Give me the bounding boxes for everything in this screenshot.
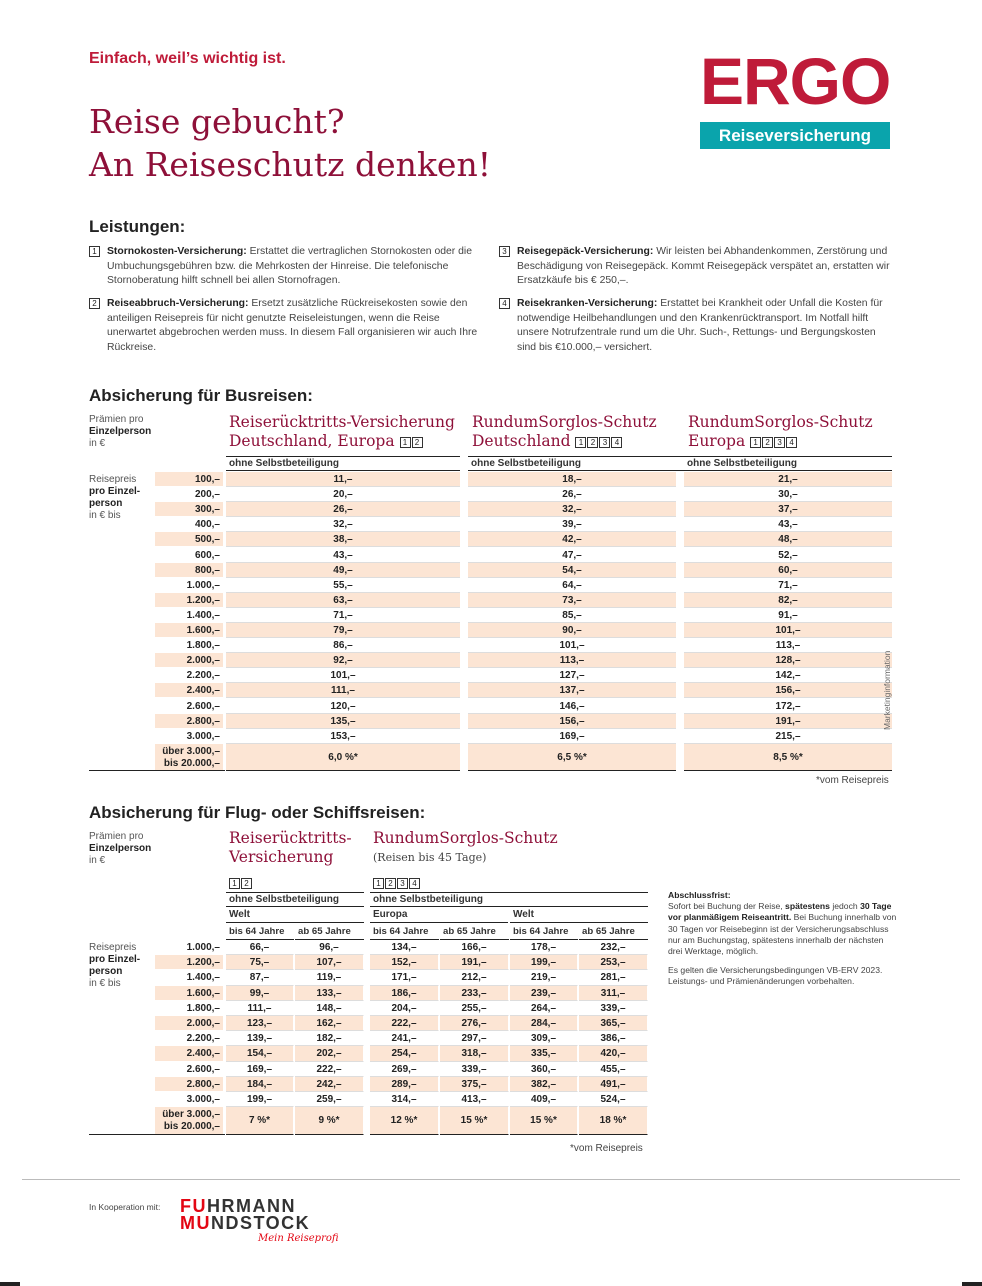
premium-cell: 39,– [468,517,676,532]
premium-cell: 71,– [684,578,892,593]
flug-section-title: Absicherung für Flug- oder Schiffsreisen: [89,803,426,822]
reisepreis-post: in € bis [89,510,121,521]
price-cell: 2.000,– [155,1016,223,1031]
premium-cell: 101,– [468,638,676,653]
premium-cell: 30,– [684,487,892,502]
premium-cell: 87,– [226,970,294,985]
service-title: Reisegepäck-Versicherung: [517,246,654,257]
premium-cell: 212,– [440,970,509,985]
logo-part: HRMANN [207,1196,296,1216]
service-text: Erstattet bei Krankheit oder Unfall die Kosten für notwendige Heilbehandlungen und den Krankenrücktransport. Im Notfall hilft unsere Notrufzentrale rund um die Uhr. Such-, Rettungs- und Bergungskosten sind bis €10.000,– versichert. [517,298,883,354]
premium-cell: 382,– [510,1077,578,1092]
premium-cell: 85,– [468,608,676,623]
premium-cell: 259,– [295,1092,364,1107]
premium-cell: 111,– [226,683,460,698]
premium-cell: 111,– [226,1001,294,1016]
age-label: ab 65 Jahre [295,924,364,940]
premium-cell: 420,– [579,1046,648,1061]
price-cell: 1.600,– [155,623,223,638]
premium-cell: 169,– [226,1062,294,1077]
premium-cell: 90,– [468,623,676,638]
page-title [89,100,491,186]
marketing-label: Marketinginformation [882,650,892,730]
closing-title: Abschlussfrist: [668,890,731,900]
premium-cell: 71,– [226,608,460,623]
price-cell: 100,– [155,472,223,487]
service-number: 1 [89,246,100,257]
praemien-post: in € [89,855,106,866]
service-tag: 2 [412,437,423,448]
age-label: bis 64 Jahre [370,924,439,940]
service-number: 4 [499,298,510,309]
flug-col2-tags [373,873,421,891]
premium-cell: 43,– [226,548,460,563]
fuhrmann-mundstock-logo [180,1198,339,1244]
premium-cell: 135,– [226,714,460,729]
premium-cell: 178,– [510,940,578,955]
premium-cell: 202,– [295,1046,364,1061]
premium-cell: 219,– [510,970,578,985]
bus-col-header-2 [472,413,657,451]
bus-footnote: *vom Reisepreis [816,775,889,786]
col-header-line2: Versicherung [229,848,334,866]
reisepreis-bold2: person [89,498,123,509]
price-cell: 2.400,– [155,1046,223,1061]
premium-cell: 156,– [468,714,676,729]
flug-footnote: *vom Reisepreis [570,1143,643,1154]
table-bottom-rule [89,1134,225,1135]
premium-cell: 172,– [684,699,892,714]
premium-cell: 139,– [226,1031,294,1046]
service-tag: 2 [241,878,252,889]
price-cell: 300,– [155,502,223,517]
age-label: bis 64 Jahre [226,924,294,940]
premium-cell: 255,– [440,1001,509,1016]
premium-cell: 253,– [579,955,648,970]
service-text: Wir leisten bei Abhandenkommen, Zerstörung und Beschädigung von Reisegepäck. Kommt Reisegepäck verspätet an, erstatten wir Ersatzkäufe bis € 250,–. [517,246,890,287]
premium-cell: 32,– [468,502,676,517]
premium-cell: 284,– [510,1016,578,1031]
service-tag: 1 [400,437,411,448]
service-title: Reisekranken-Versicherung: [517,298,658,309]
premium-cell: 20,– [226,487,460,502]
premium-cell-last: 6,5 %* [468,744,676,771]
service-text: Erstattet die vertraglichen Stornokosten oder die Umbuchungsgebühren bzw. die Mehrkosten der Hinreise. Die telefonische Stornoberatung hilft schnell bei allen Stornofragen. [107,246,472,287]
flug-col-header-1 [229,829,352,867]
age-label: bis 64 Jahre [510,924,578,940]
price-cell: 1.600,– [155,986,223,1001]
price-cell: 2.200,– [155,668,223,683]
flug-region-welt-2: Welt [510,907,648,923]
headline-line-1: Reise gebucht? [89,102,345,141]
price-cell: 2.200,– [155,1031,223,1046]
premium-cell: 339,– [579,1001,648,1016]
service-tag: 3 [397,878,408,889]
premium-cell: 43,– [684,517,892,532]
service-tag: 4 [786,437,797,448]
ergo-logo [700,46,890,149]
premium-cell: 96,– [295,940,364,955]
premium-cell-last: 18 %* [579,1107,648,1135]
premium-cell: 491,– [579,1077,648,1092]
service-tag: 3 [774,437,785,448]
price-cell-last [155,744,223,771]
premium-cell: 409,– [510,1092,578,1107]
service-number: 3 [499,246,510,257]
premium-cell: 360,– [510,1062,578,1077]
premium-cell: 171,– [370,970,439,985]
premium-cell: 215,– [684,729,892,744]
service-tag: 1 [229,878,240,889]
premium-cell: 38,– [226,532,460,547]
praemien-post: in € [89,438,106,449]
premium-cell: 66,– [226,940,294,955]
reisepreis-pre: Reisepreis [89,942,137,953]
service-tag: 3 [599,437,610,448]
service-tag: 2 [762,437,773,448]
premium-cell: 233,– [440,986,509,1001]
service-item [89,297,484,356]
premium-cell: 254,– [370,1046,439,1061]
premium-cell: 113,– [468,653,676,668]
premium-cell: 60,– [684,563,892,578]
premium-cell-last: 7 %* [226,1107,294,1135]
praemien-pre: Prämien pro [89,414,144,425]
col-header-line1: Reiserücktritts- [229,829,352,847]
premium-cell-last: 15 %* [510,1107,578,1135]
last-price-line2: bis 20.000,– [163,757,220,769]
premium-cell-last: 9 %* [295,1107,364,1135]
premium-cell: 73,– [468,593,676,608]
price-cell-last [155,1107,223,1135]
premium-cell: 166,– [440,940,509,955]
price-cell: 600,– [155,548,223,563]
bus-section-title: Absicherung für Busreisen: [89,386,313,405]
logo-part: MU [180,1213,211,1233]
premium-cell: 148,– [295,1001,364,1016]
bus-praemien-label [89,414,151,450]
premium-cell: 32,– [226,517,460,532]
premium-cell: 21,– [684,472,892,487]
premium-cell: 128,– [684,653,892,668]
premium-cell: 86,– [226,638,460,653]
premium-cell: 289,– [370,1077,439,1092]
price-cell: 1.000,– [155,940,223,955]
footer-divider [22,1179,960,1180]
service-item [89,245,484,289]
service-tag: 4 [409,878,420,889]
closing-text: Bei Buchung innerhalb von 30 Tagen vor Reisebeginn ist der Versicherungsabschluss nur am Buchungstag, spätestens innerhalb der nächsten drei Werktage, möglich. [668,912,897,957]
logo-word: ERGO [700,44,891,118]
kooperation-label: In Kooperation mit: [89,1202,161,1212]
table-bottom-rule [89,770,225,771]
service-item [499,245,891,289]
tagline: Einfach, weil’s wichtig ist. [89,50,286,67]
col-header-line1: RundumSorglos-Schutz [373,829,558,847]
service-text: Ersetzt zusätzliche Rückreisekosten sowie den anteiligen Reisepreis für nicht genutzte Reiseleistungen, wenn die Reise unerwartet abgebrochen werden muss. In diesem Fall organisieren wir auch Ihre Rückreise. [107,298,478,354]
last-price-line1: über 3.000,– [162,745,220,757]
price-cell: 1.400,– [155,970,223,985]
price-cell: 2.800,– [155,1077,223,1092]
premium-cell: 232,– [579,940,648,955]
premium-cell: 107,– [295,955,364,970]
premium-cell: 101,– [226,668,460,683]
praemien-bold: Einzelperson [89,426,152,437]
premium-cell: 55,– [226,578,460,593]
premium-cell: 281,– [579,970,648,985]
closing-text: jedoch [829,901,861,912]
premium-cell: 42,– [468,532,676,547]
age-label: ab 65 Jahre [579,924,648,940]
premium-cell: 120,– [226,699,460,714]
premium-cell-last: 8,5 %* [684,744,892,771]
premium-cell: 152,– [370,955,439,970]
age-label: ab 65 Jahre [440,924,509,940]
premium-cell: 154,– [226,1046,294,1061]
premium-cell: 269,– [370,1062,439,1077]
last-price-line2: bis 20.000,– [163,1121,220,1133]
price-cell: 3.000,– [155,729,223,744]
service-tag: 4 [611,437,622,448]
abschlussfrist-note [668,890,898,988]
praemien-bold: Einzelperson [89,843,152,854]
logo-part: FU [180,1196,207,1216]
praemien-pre: Prämien pro [89,831,144,842]
flug-sub-label-1: ohne Selbstbeteiligung [226,892,364,907]
crop-mark [962,1282,982,1286]
premium-cell: 264,– [510,1001,578,1016]
premium-cell: 222,– [295,1062,364,1077]
premium-cell: 82,– [684,593,892,608]
premium-cell: 455,– [579,1062,648,1077]
price-cell: 1.000,– [155,578,223,593]
premium-cell: 413,– [440,1092,509,1107]
premium-cell: 386,– [579,1031,648,1046]
service-item [499,297,891,356]
premium-cell: 54,– [468,563,676,578]
premium-cell: 169,– [468,729,676,744]
col-header-line1: Reiserücktritts-Versicherung [229,413,455,431]
premium-cell: 199,– [226,1092,294,1107]
premium-cell: 48,– [684,532,892,547]
col-header-line1: RundumSorglos-Schutz [472,413,657,431]
premium-cell: 375,– [440,1077,509,1092]
closing-text-2: Es gelten die Versicherungsbedingungen VB-ERV 2023. Leistungs- und Prämienänderungen vorbehalten. [668,965,883,987]
price-cell: 500,– [155,532,223,547]
service-tag: 2 [587,437,598,448]
premium-cell: 37,– [684,502,892,517]
premium-cell: 92,– [226,653,460,668]
price-cell: 200,– [155,487,223,502]
premium-cell: 134,– [370,940,439,955]
closing-text: Sofort bei Buchung der Reise, [668,901,786,912]
bus-reisepreis-label [89,474,140,522]
flug-col1-tags [229,873,253,891]
premium-cell: 63,– [226,593,460,608]
bus-sub-label-1: ohne Selbstbeteiligung [226,456,460,471]
bus-sub-label-3: ohne Selbstbeteiligung [684,456,892,471]
price-cell: 1.200,– [155,955,223,970]
premium-cell: 156,– [684,683,892,698]
premium-cell: 335,– [510,1046,578,1061]
premium-cell-last: 12 %* [370,1107,439,1135]
last-price-line1: über 3.000,– [162,1109,220,1121]
premium-cell: 242,– [295,1077,364,1092]
premium-cell: 137,– [468,683,676,698]
premium-cell: 52,– [684,548,892,563]
premium-cell: 99,– [226,986,294,1001]
reisepreis-post: in € bis [89,978,121,989]
premium-cell: 47,– [468,548,676,563]
price-cell: 1.800,– [155,1001,223,1016]
closing-bold: spätestens [785,901,830,912]
premium-cell: 182,– [295,1031,364,1046]
premium-cell: 142,– [684,668,892,683]
premium-cell: 339,– [440,1062,509,1077]
premium-cell: 191,– [440,955,509,970]
flug-sub-label-2: ohne Selbstbeteiligung [370,892,648,907]
price-cell: 2.600,– [155,1062,223,1077]
col-header-line2: Europa [688,432,746,450]
premium-cell: 297,– [440,1031,509,1046]
premium-cell: 26,– [468,487,676,502]
reisepreis-bold2: person [89,966,123,977]
flug-praemien-label [89,831,151,867]
premium-cell-last: 15 %* [440,1107,509,1135]
premium-cell: 309,– [510,1031,578,1046]
sub-label-text: ohne Selbstbeteiligung [471,458,582,469]
premium-cell: 91,– [684,608,892,623]
reisepreis-bold1: pro Einzel- [89,954,141,965]
closing-bold: 30 Tage vor planmäßigem Reiseantritt. [668,901,892,923]
col-header-line2: Deutschland [472,432,571,450]
premium-cell: 18,– [468,472,676,487]
premium-cell: 11,– [226,472,460,487]
price-cell: 2.400,– [155,683,223,698]
premium-cell: 49,– [226,563,460,578]
premium-cell: 184,– [226,1077,294,1092]
service-tag: 1 [750,437,761,448]
price-cell: 3.000,– [155,1092,223,1107]
premium-cell: 365,– [579,1016,648,1031]
premium-cell-last: 6,0 %* [226,744,460,771]
service-title: Reiseabbruch-Versicherung: [107,298,249,309]
premium-cell: 127,– [468,668,676,683]
price-cell: 2.600,– [155,699,223,714]
premium-cell: 79,– [226,623,460,638]
premium-cell: 123,– [226,1016,294,1031]
premium-cell: 26,– [226,502,460,517]
premium-cell: 204,– [370,1001,439,1016]
service-number: 2 [89,298,100,309]
flug-region-welt-1: Welt [226,907,364,923]
premium-cell: 239,– [510,986,578,1001]
service-title: Stornokosten-Versicherung: [107,246,247,257]
premium-cell: 186,– [370,986,439,1001]
premium-cell: 162,– [295,1016,364,1031]
premium-cell: 119,– [295,970,364,985]
reisepreis-pre: Reisepreis [89,474,137,485]
premium-cell: 199,– [510,955,578,970]
premium-cell: 101,– [684,623,892,638]
premium-cell: 314,– [370,1092,439,1107]
premium-cell: 318,– [440,1046,509,1061]
col-header-line2: Deutschland, Europa [229,432,395,450]
flug-col-header-2 [373,829,558,867]
price-cell: 400,– [155,517,223,532]
service-tag: 1 [575,437,586,448]
logo-script: Mein Reiseprofi [258,1233,339,1244]
premium-cell: 64,– [468,578,676,593]
price-cell: 1.200,– [155,593,223,608]
flug-region-europa: Europa [370,907,508,923]
price-cell: 1.800,– [155,638,223,653]
price-cell: 1.400,– [155,608,223,623]
headline-line-2: An Reiseschutz denken! [89,145,491,184]
flug-reisepreis-label [89,942,140,990]
premium-cell: 153,– [226,729,460,744]
premium-cell: 191,– [684,714,892,729]
premium-cell: 222,– [370,1016,439,1031]
premium-cell: 113,– [684,638,892,653]
reisepreis-bold1: pro Einzel- [89,486,141,497]
leistungen-title: Leistungen: [89,217,186,236]
bus-col-header-1 [229,413,455,451]
price-cell: 800,– [155,563,223,578]
col-header-line1: RundumSorglos-Schutz [688,413,873,431]
price-cell: 2.000,– [155,653,223,668]
service-tag: 2 [385,878,396,889]
bus-col-header-3 [688,413,873,451]
crop-mark [0,1282,20,1286]
logo-sub: Reiseversicherung [700,122,890,149]
premium-cell: 524,– [579,1092,648,1107]
premium-cell: 241,– [370,1031,439,1046]
premium-cell: 311,– [579,986,648,1001]
premium-cell: 133,– [295,986,364,1001]
premium-cell: 146,– [468,699,676,714]
logo-part: NDSTOCK [211,1213,311,1233]
premium-cell: 276,– [440,1016,509,1031]
price-cell: 2.800,– [155,714,223,729]
col-header-line2: (Reisen bis 45 Tage) [373,851,487,864]
service-tag: 1 [373,878,384,889]
premium-cell: 75,– [226,955,294,970]
